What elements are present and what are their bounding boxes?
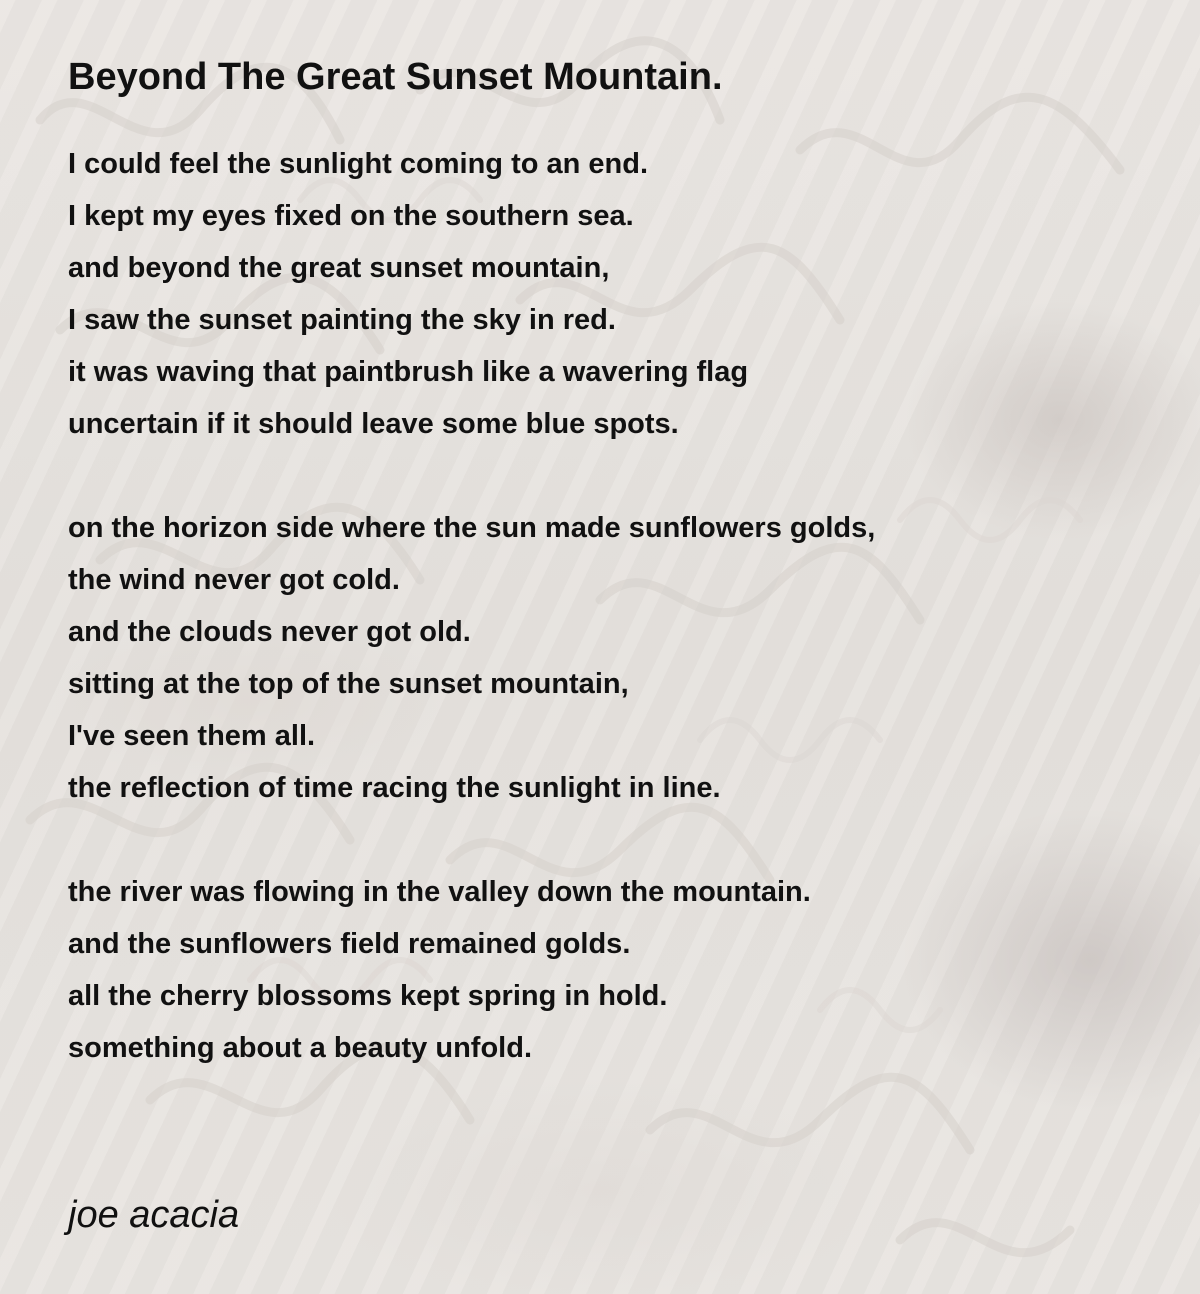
- poem-line: the reflection of time racing the sunlight in line.: [68, 772, 721, 804]
- poem-line: the river was flowing in the valley down the mountain.: [68, 876, 811, 908]
- poem-body: [68, 138, 1148, 1074]
- stanza-2: [68, 502, 1148, 814]
- poem-line: it was waving that paintbrush like a wavering flag: [68, 356, 749, 388]
- poem-line: I saw the sunset painting the sky in red.: [68, 304, 616, 336]
- poem-line: I could feel the sunlight coming to an end.: [68, 148, 649, 180]
- poem-title: Beyond The Great Sunset Mountain.: [68, 56, 723, 98]
- poem-line: something about a beauty unfold.: [68, 1032, 532, 1064]
- poem-line: the wind never got cold.: [68, 564, 400, 596]
- poem-author: joe acacia: [68, 1194, 240, 1236]
- poem-line: and beyond the great sunset mountain,: [68, 252, 610, 284]
- stanza-3: [68, 866, 1148, 1074]
- poem-line: and the clouds never got old.: [68, 616, 471, 648]
- poem-page: [68, 54, 1148, 1126]
- poem-line: on the horizon side where the sun made sunflowers golds,: [68, 512, 876, 544]
- poem-line: I kept my eyes fixed on the southern sea.: [68, 200, 634, 232]
- stanza-1: [68, 138, 1148, 450]
- poem-line: sitting at the top of the sunset mountain,: [68, 668, 629, 700]
- poem-line: I've seen them all.: [68, 720, 316, 752]
- poem-line: uncertain if it should leave some blue spots.: [68, 408, 679, 440]
- poem-line: all the cherry blossoms kept spring in hold.: [68, 980, 668, 1012]
- poem-line: and the sunflowers field remained golds.: [68, 928, 631, 960]
